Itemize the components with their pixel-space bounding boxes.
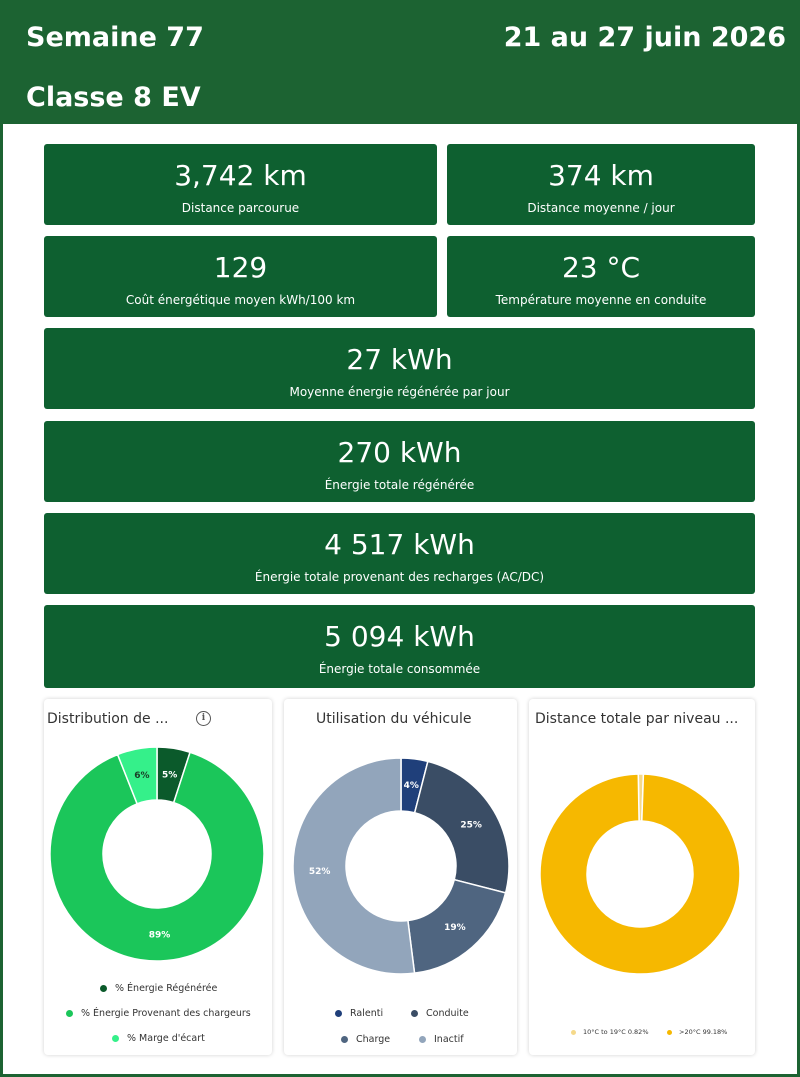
legend-item[interactable] — [411, 1008, 469, 1019]
stat-label: Énergie totale provenant des recharges (AC/DC) — [254, 570, 545, 584]
stat-temperature — [447, 236, 755, 317]
legend-label: % Énergie Provenant des chargeurs — [81, 1008, 251, 1019]
legend-item[interactable] — [335, 1008, 383, 1019]
vehicle-usage-card — [284, 699, 517, 1055]
vehicle-usage-donut — [291, 756, 511, 976]
donut-slice[interactable] — [293, 758, 415, 974]
slice-data-label: 5% — [161, 770, 178, 781]
week-label: Semaine 77 — [26, 22, 204, 53]
stat-total-charging — [44, 513, 755, 594]
legend-item[interactable] — [571, 1028, 649, 1036]
slice-data-label: 25% — [460, 820, 482, 831]
legend-item[interactable] — [112, 1033, 205, 1044]
stat-total-regen — [44, 421, 755, 502]
stat-avg-regen — [44, 328, 755, 409]
slice-data-label: 52% — [308, 867, 331, 878]
legend-item[interactable] — [419, 1034, 464, 1045]
legend-swatch — [571, 1030, 576, 1035]
legend-swatch — [66, 1010, 73, 1017]
stat-value: 129 — [213, 251, 268, 284]
legend-item[interactable] — [66, 1008, 251, 1019]
stat-label: Distance moyenne / jour — [527, 201, 675, 215]
slice-data-label: 4% — [403, 781, 419, 792]
legend-label: % Marge d'écart — [127, 1033, 205, 1044]
info-icon[interactable]: i — [196, 711, 211, 726]
stat-label: Coût énergétique moyen kWh/100 km — [125, 293, 356, 307]
slice-data-label: 6% — [134, 770, 150, 781]
distance-by-temp-card — [529, 699, 755, 1055]
legend-swatch — [335, 1010, 342, 1017]
stat-label: Température moyenne en conduite — [495, 293, 707, 307]
stat-distance — [44, 144, 437, 225]
stat-energy-cost — [44, 236, 437, 317]
stat-value: 4 517 kWh — [324, 528, 475, 561]
vehicle-class: Classe 8 EV — [26, 82, 201, 113]
stat-value: 27 kWh — [346, 343, 453, 376]
legend-swatch — [411, 1010, 418, 1017]
legend-swatch — [667, 1030, 672, 1035]
stat-avg-distance — [447, 144, 755, 225]
legend-swatch — [112, 1035, 119, 1042]
legend-item[interactable] — [100, 983, 217, 994]
stat-value: 23 °C — [561, 251, 641, 284]
dashboard-panel — [3, 124, 797, 1074]
legend-label: % Énergie Régénérée — [115, 983, 218, 994]
legend-label: Conduite — [426, 1008, 469, 1019]
legend-swatch — [341, 1036, 348, 1043]
stat-value: 374 km — [548, 159, 654, 192]
stat-label: Moyenne énergie régénérée par jour — [289, 385, 510, 399]
legend-swatch — [100, 985, 107, 992]
date-range: 21 au 27 juin 2026 — [503, 22, 786, 53]
legend-swatch — [419, 1036, 426, 1043]
stat-total-consumed — [44, 605, 755, 688]
stat-label: Énergie totale régénérée — [324, 478, 475, 492]
legend-item[interactable] — [667, 1028, 727, 1036]
slice-data-label: 89% — [148, 930, 171, 941]
stat-value: 270 kWh — [337, 436, 462, 469]
legend-item[interactable] — [341, 1034, 390, 1045]
energy-distribution-card — [44, 699, 272, 1055]
legend-label: Charge — [356, 1034, 391, 1045]
slice-data-label: 19% — [444, 923, 466, 934]
legend-label: Inactif — [434, 1034, 464, 1045]
legend-label: >20°C 99.18% — [679, 1028, 728, 1036]
distance-by-temp-donut — [535, 769, 745, 979]
legend-label: Ralenti — [350, 1008, 384, 1019]
card-title: Utilisation du véhicule — [316, 711, 472, 727]
card-title: Distance totale par niveau ... — [535, 711, 739, 727]
stat-value: 5 094 kWh — [324, 620, 475, 653]
stat-label: Distance parcourue — [181, 201, 300, 215]
stat-label: Énergie totale consommée — [318, 662, 481, 676]
card-title: Distribution de ... — [47, 711, 169, 727]
legend-label: 10°C to 19°C 0.82% — [583, 1028, 649, 1036]
energy-distribution-donut — [47, 744, 267, 964]
stat-value: 3,742 km — [174, 159, 307, 192]
